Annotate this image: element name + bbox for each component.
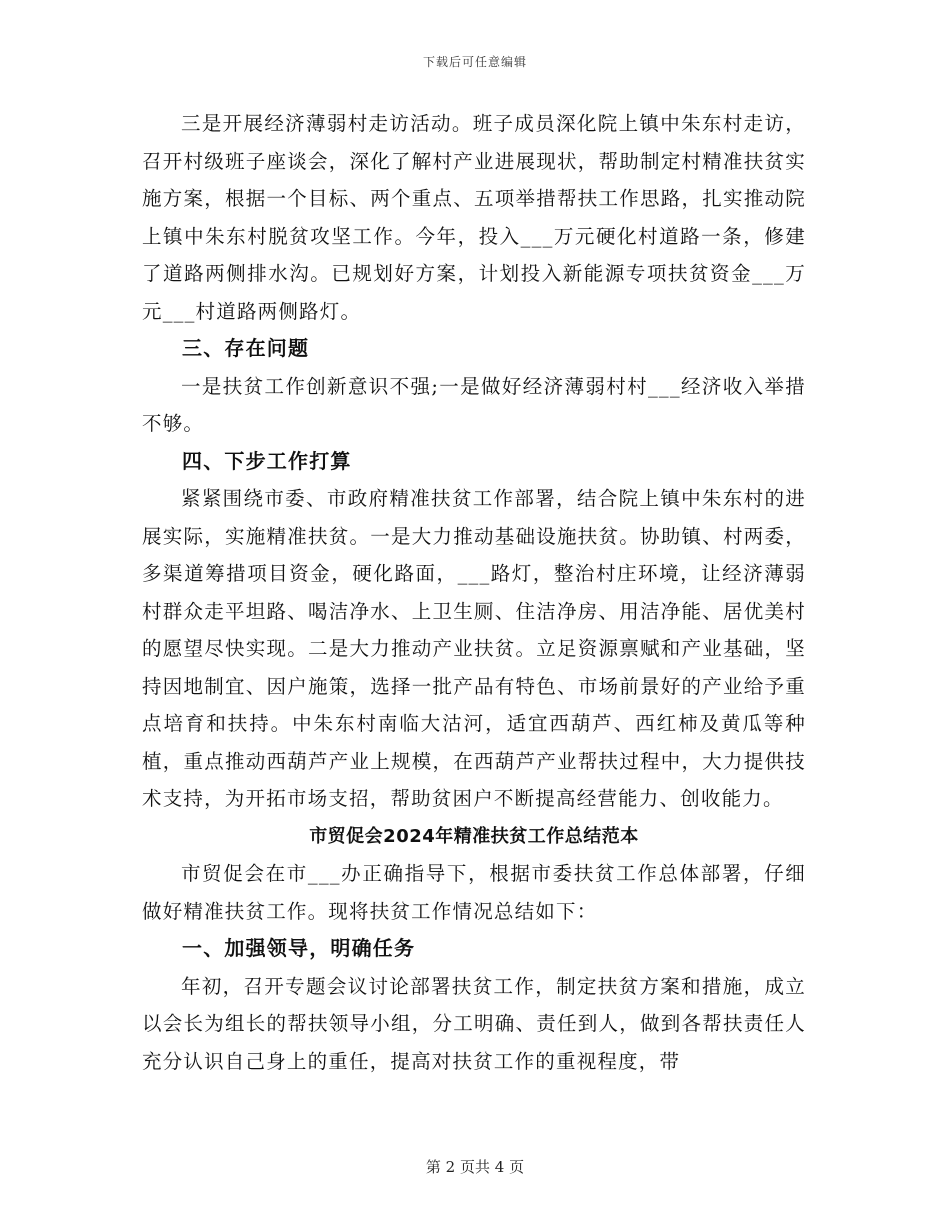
page-number: 第 2 页共 4 页 xyxy=(425,1158,525,1176)
document-body xyxy=(142,105,806,1080)
paragraph-intro: 市贸促会在市___办正确指导下，根据市委扶贫工作总体部署，仔细做好精准扶贫工作。现将扶贫工作情况总结如下： xyxy=(142,862,806,923)
heading-next-steps: 四、下步工作打算 xyxy=(182,448,352,473)
paragraph-leadership: 年初，召开专题会议讨论部署扶贫工作，制定扶贫方案和措施，成立以会长为组长的帮扶领导小组，分工明确、责任到人，做到各帮扶责任人充分认识自己身上的重任，提高对扶贫工作的重视程度，带 xyxy=(142,974,806,1073)
heading-existing-problems: 三、存在问题 xyxy=(182,336,310,360)
heading-strengthen-leadership: 一、加强领导，明确任务 xyxy=(182,936,416,960)
page-header: 下载后可任意编辑 xyxy=(422,55,527,69)
paragraph-village-visit: 三是开展经济薄弱村走访活动。班子成员深化院上镇中朱东村走访，召开村级班子座谈会，深化了解村产业进展现状，帮助制定村精准扶贫实施方案，根据一个目标、两个重点、五项举措帮扶工作思路，扎实推动院上镇中朱东村脱贫攻坚工作。今年，投入___万元硬化村道路一条，修建了道路两侧排水沟。已规划好方案，计划投入新能源专项扶贫资金___万元___村道路两侧路灯。 xyxy=(142,112,806,323)
paragraph-next-steps: 紧紧围绕市委、市政府精准扶贫工作部署，结合院上镇中朱东村的进展实际，实施精准扶贫。一是大力推动基础设施扶贫。协助镇、村两委，多渠道筹措项目资金，硬化路面，___路灯，整治村庄环境，让经济薄弱村群众走平坦路、喝洁净水、上卫生厕、住洁净房、用洁净能、居优美村的愿望尽快实现。二是大力推动产业扶贫。立足资源禀赋和产业基础，坚持因地制宜、因户施策，选择一批产品有特色、市场前景好的产业给予重点培育和扶持。中朱东村南临大沽河，适宜西葫芦、西红柿及黄瓜等种植，重点推动西葫芦产业上规模，在西葫芦产业帮扶过程中，大力提供技术支持，为开拓市场支招，帮助贫困户不断提高经营能力、创收能力。 xyxy=(142,487,806,810)
document-title: 市贸促会2024年精准扶贫工作总结范本 xyxy=(309,825,639,847)
paragraph-problems: 一是扶贫工作创新意识不强;一是做好经济薄弱村村___经济收入举措不够。 xyxy=(142,374,806,435)
